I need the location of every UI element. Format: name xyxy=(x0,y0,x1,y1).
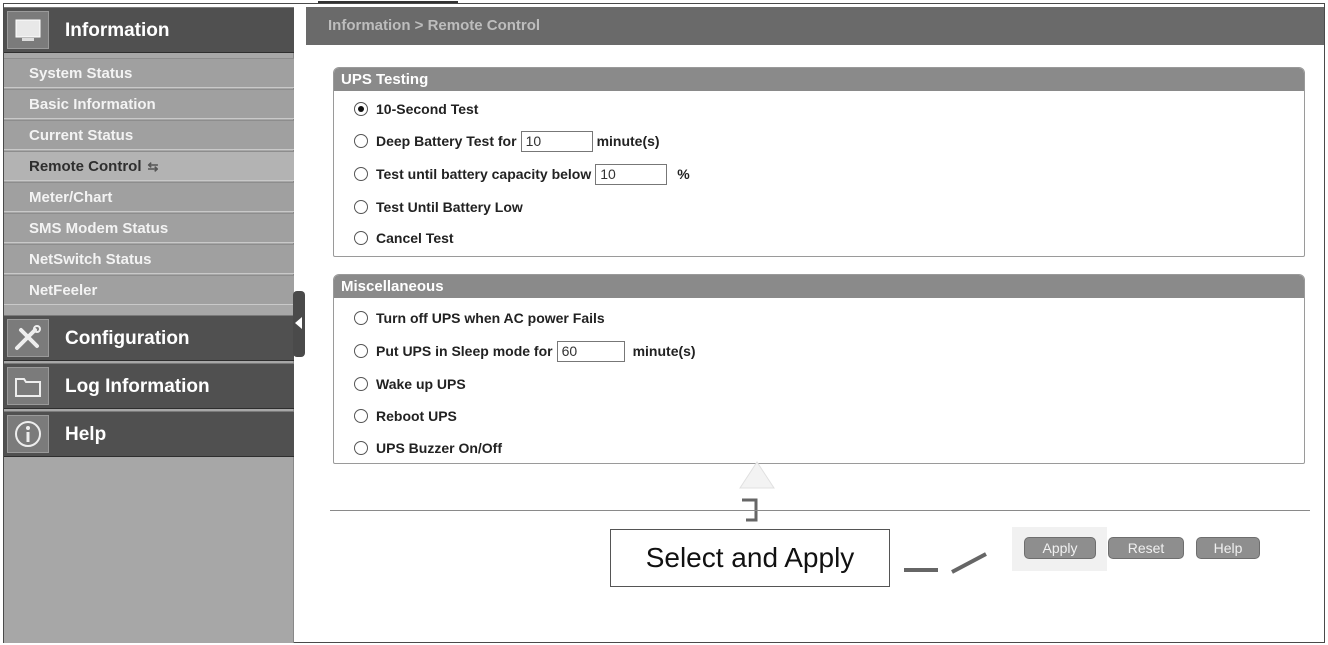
option-reboot-ups[interactable] xyxy=(354,404,457,428)
reset-button[interactable]: Reset xyxy=(1108,537,1184,559)
option-capacity-test[interactable] xyxy=(354,162,690,186)
sidebar-item-label: NetSwitch Status xyxy=(29,251,152,268)
sidebar-item-remote-control[interactable] xyxy=(4,151,294,181)
option-unit: minute(s) xyxy=(632,343,696,359)
radio-button[interactable] xyxy=(354,231,368,245)
sidebar-item-netswitch-status[interactable] xyxy=(4,244,294,274)
collapse-arrow-icon xyxy=(295,317,302,329)
sidebar-item-netfeeler[interactable] xyxy=(4,275,294,305)
sidebar-item-basic-information[interactable] xyxy=(4,89,294,119)
sidebar-item-label: NetFeeler xyxy=(29,282,98,299)
option-sleep-mode[interactable] xyxy=(354,339,696,363)
radio-button[interactable] xyxy=(354,134,368,148)
sidebar-collapse-handle[interactable] xyxy=(293,291,305,357)
deep-test-minutes-input[interactable] xyxy=(521,131,593,152)
sidebar-category-information[interactable] xyxy=(4,7,294,53)
sidebar-item-meter-chart[interactable] xyxy=(4,182,294,212)
sidebar-item-sms-modem-status[interactable] xyxy=(4,213,294,243)
button-divider xyxy=(330,510,1310,511)
monitor-icon xyxy=(7,11,49,49)
radio-button[interactable] xyxy=(354,167,368,181)
option-label: UPS Buzzer On/Off xyxy=(376,440,503,456)
capacity-percent-input[interactable] xyxy=(595,164,667,185)
option-unit: % xyxy=(677,166,690,182)
sidebar-category-configuration[interactable] xyxy=(4,315,294,361)
sidebar-item-label: Basic Information xyxy=(29,96,156,113)
folder-icon xyxy=(7,367,49,405)
tools-icon xyxy=(7,319,49,357)
sidebar-item-label: Current Status xyxy=(29,127,134,144)
swap-arrows-icon: ⇆ xyxy=(147,159,159,174)
option-10-second-test[interactable] xyxy=(354,97,478,121)
option-unit: minute(s) xyxy=(596,133,660,149)
option-label: Put UPS in Sleep mode for xyxy=(376,343,553,359)
sidebar-category-label: Configuration xyxy=(65,328,190,349)
miscellaneous-panel xyxy=(333,274,1305,464)
option-label: 10-Second Test xyxy=(376,101,479,117)
radio-button[interactable] xyxy=(354,311,368,325)
sidebar-item-label: SMS Modem Status xyxy=(29,220,169,237)
option-ups-buzzer[interactable] xyxy=(354,436,502,460)
top-divider xyxy=(318,1,458,3)
option-label: Test Until Battery Low xyxy=(376,199,523,215)
annotation-up-arrow-icon xyxy=(732,460,782,532)
radio-button[interactable] xyxy=(354,200,368,214)
panel-title: Miscellaneous xyxy=(334,275,1304,298)
select-and-apply-callout: Select and Apply xyxy=(610,529,890,587)
sidebar-item-system-status[interactable] xyxy=(4,58,294,88)
page-header xyxy=(306,7,1324,45)
radio-button[interactable] xyxy=(354,344,368,358)
sidebar-item-current-status[interactable] xyxy=(4,120,294,150)
panel-title: UPS Testing xyxy=(334,68,1304,91)
radio-button[interactable] xyxy=(354,441,368,455)
sidebar-item-label: Meter/Chart xyxy=(29,189,113,206)
sleep-minutes-input[interactable] xyxy=(557,341,625,362)
option-label: Cancel Test xyxy=(376,230,454,246)
sidebar-item-label: System Status xyxy=(29,65,133,82)
breadcrumb: Information > Remote Control xyxy=(328,17,541,34)
option-label: Deep Battery Test for xyxy=(376,133,517,149)
option-test-until-battery-low[interactable] xyxy=(354,195,523,219)
sidebar-item-label: Remote Control xyxy=(29,158,142,175)
radio-button[interactable] xyxy=(354,377,368,391)
ups-testing-panel xyxy=(333,67,1305,257)
radio-button[interactable] xyxy=(354,409,368,423)
sidebar-category-label: Log Information xyxy=(65,376,210,397)
sidebar xyxy=(4,7,294,643)
info-icon xyxy=(7,415,49,453)
help-button[interactable]: Help xyxy=(1196,537,1260,559)
option-label: Reboot UPS xyxy=(376,408,457,424)
option-deep-battery-test[interactable] xyxy=(354,129,660,153)
apply-button[interactable]: Apply xyxy=(1024,537,1096,559)
option-wake-up-ups[interactable] xyxy=(354,372,466,396)
option-turn-off-ups[interactable] xyxy=(354,306,605,330)
annotation-right-arrow-icon xyxy=(900,548,990,578)
option-label: Turn off UPS when AC power Fails xyxy=(376,310,605,326)
sidebar-category-label: Help xyxy=(65,424,107,445)
option-cancel-test[interactable] xyxy=(354,226,454,250)
sidebar-category-log-information[interactable] xyxy=(4,363,294,409)
option-label: Test until battery capacity below xyxy=(376,166,592,182)
option-label: Wake up UPS xyxy=(376,376,466,392)
sidebar-category-label: Information xyxy=(65,20,170,41)
sidebar-category-help[interactable] xyxy=(4,411,294,457)
radio-button[interactable] xyxy=(354,102,368,116)
